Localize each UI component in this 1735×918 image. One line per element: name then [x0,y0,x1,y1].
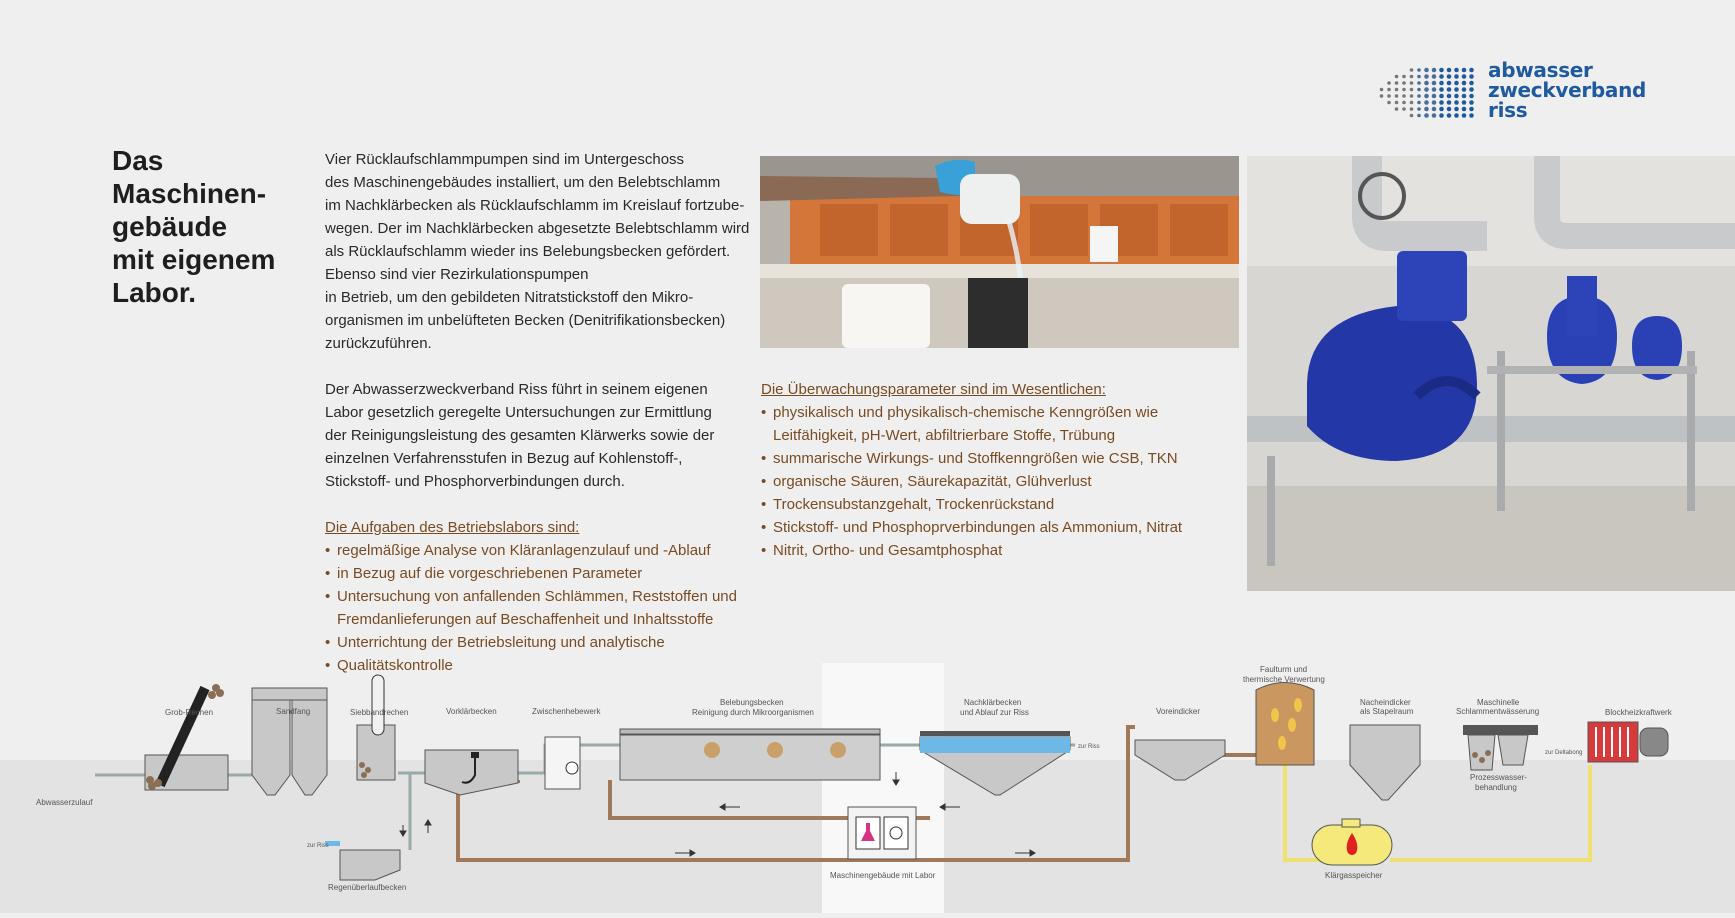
diagram-label: behandlung [1475,783,1517,792]
logo-line-3: riss [1488,98,1528,122]
monitoring-parameters-section [761,378,1241,562]
diagram-label: Vorklärbecken [446,707,497,716]
aeration-tank [620,729,880,780]
lab-tasks-heading: Die Aufgaben des Betriebslabors sind: [325,519,580,536]
title-line: Das [112,145,164,176]
title-line: mit eigenem [112,244,276,275]
text-line: Vier Rücklaufschlammpumpen sind im Untergeschoss [325,151,685,168]
monitoring-parameters-heading: Die Überwachungsparameter sind im Wesentlichen: [761,381,1106,398]
machine-building [848,807,916,859]
list-item-text: • physikalisch und physikalisch-chemische Kenngrößen wie [773,404,1159,421]
list-item-text: • Stickstoff- und Phosphoprverbindungen als Ammonium, Nitrat [773,519,1183,536]
text-line: Ebenso sind vier Rezirkulationspumpen [325,266,589,283]
digester [1256,683,1314,766]
text-line: der Reinigungsleistung des gesamten Klärwerks sowie der [325,427,715,444]
text-line: wegen. Der im Nachklärbecken abgesetzte Belebtschlamm wird [325,220,750,237]
diagram-label: als Stapelraum [1360,707,1414,716]
chp-plant [1588,722,1668,762]
lab-tasks-section [325,516,765,677]
diagram-label: Nachklärbecken [964,698,1022,707]
list-item-text: • Qualitätskontrolle [337,657,453,674]
diagram-label: Zwischenhebewerk [532,707,601,716]
text-line: Labor gesetzlich geregelte Untersuchungen zur Ermittlung [325,404,712,421]
list-item [325,562,765,585]
text-line: Stickstoff- und Phosphorverbindungen durch. [325,473,625,490]
diagram-label: Belebungsbecken [720,698,784,707]
diagram-label: Schlammentwässerung [1456,707,1540,716]
diagram-label: Maschinelle [1477,698,1520,707]
text-line: Der Abwasserzweckverband Riss führt in seinem eigenen [325,381,708,398]
text-line: organismen im unbelüfteten Becken (Denitrifikationsbecken) [325,312,726,329]
title-line: Labor. [112,277,197,308]
text-line: zurückzuführen. [325,335,432,352]
list-item [761,539,1241,562]
process-diagram [0,655,1735,913]
diagram-label: Blockheizkraftwerk [1605,708,1672,717]
intro-paragraph [325,148,755,355]
lab-photo [760,156,1239,348]
diagram-label: Sandfang [276,707,311,716]
list-item-text: • Unterrichtung der Betriebsleitung und analytische [337,634,665,651]
text-line: einzelnen Verfahrensstufen in Bezug auf Kohlenstoff-, [325,450,683,467]
list-item [761,516,1241,539]
list-item [761,470,1241,493]
diagram-label: Prozesswasser- [1470,773,1527,782]
logo-dots-icon [1370,67,1485,123]
list-item-text: • Untersuchung von anfallenden Schlämmen, Reststoffen und [337,588,737,605]
diagram-label: Klärgasspeicher [1325,871,1383,880]
title-line: Maschinen- [112,178,267,209]
list-item [761,447,1241,470]
lift-station [545,737,580,789]
logo-line-2: zweckverband [1488,78,1647,102]
diagram-label: Reinigung durch Mikroorganismen [692,708,814,717]
list-item-text: • Nitrit, Ortho- und Gesamtphosphat [773,542,1003,559]
company-logo [1370,58,1647,124]
list-item [761,493,1241,516]
list-item [325,631,765,654]
monitoring-parameters-list [761,401,1241,562]
list-item-text: • regelmäßige Analyse von Kläranlagenzulauf und -Ablauf [337,542,711,559]
diagram-label: thermische Verwertung [1243,675,1325,684]
diagram-label: zur Deltabong [1545,750,1583,756]
diagram-label: Nacheindicker [1360,698,1411,707]
diagram-label: Abwasserzulauf [36,798,93,807]
text-line: in Betrieb, um den gebildeten Nitratstickstoff den Mikro- [325,289,694,306]
list-item [325,585,765,631]
title-line: gebäude [112,211,228,242]
list-item-text: • summarische Wirkungs- und Stoffkenngrößen wie CSB, TKN [773,450,1178,467]
diagram-label: Grob-Rechen [165,708,214,717]
text-line: des Maschinengebäudes installiert, um den Belebtschlamm [325,174,721,191]
text-line: im Nachklärbecken als Rücklaufschlamm im Kreislauf fortzube- [325,197,745,214]
diagram-label: Voreindicker [1156,707,1201,716]
list-item-text: Fremdanlieferungen auf Beschaffenheit und Inhaltsstoffe [337,611,714,628]
page-title [112,144,302,309]
diagram-label: und Ablauf zur Riss [960,708,1029,717]
diagram-label: Regenüberlaufbecken [328,883,407,892]
list-item [761,401,1241,447]
list-item-text: • Trockensubstanzgehalt, Trockenrückstand [773,496,1055,513]
coarse-screen [145,684,228,790]
list-item [325,539,765,562]
list-item-text: • in Bezug auf die vorgeschriebenen Parameter [337,565,643,582]
list-item-text: Leitfähigkeit, pH-Wert, abfiltrierbare Stoffe, Trübung [773,427,1116,444]
diagram-label: zur Riss [1078,744,1100,750]
diagram-label: Siebbandrechen [350,708,409,717]
logo-line-1: abwasser [1488,58,1593,82]
lab-paragraph [325,378,755,493]
diagram-label: zur Riss [307,843,329,849]
pumps-photo [1247,156,1735,591]
diagram-label: Maschinengebäude mit Labor [830,871,936,880]
sieve-screen [357,675,395,780]
diagram-label: Faulturm und [1260,665,1308,674]
list-item-text: • organische Säuren, Säurekapazität, Glühverlust [773,473,1092,490]
text-line: als Rücklaufschlamm wieder ins Belebungsbecken gefördert. [325,243,731,260]
logo-wordmark [1488,60,1646,120]
